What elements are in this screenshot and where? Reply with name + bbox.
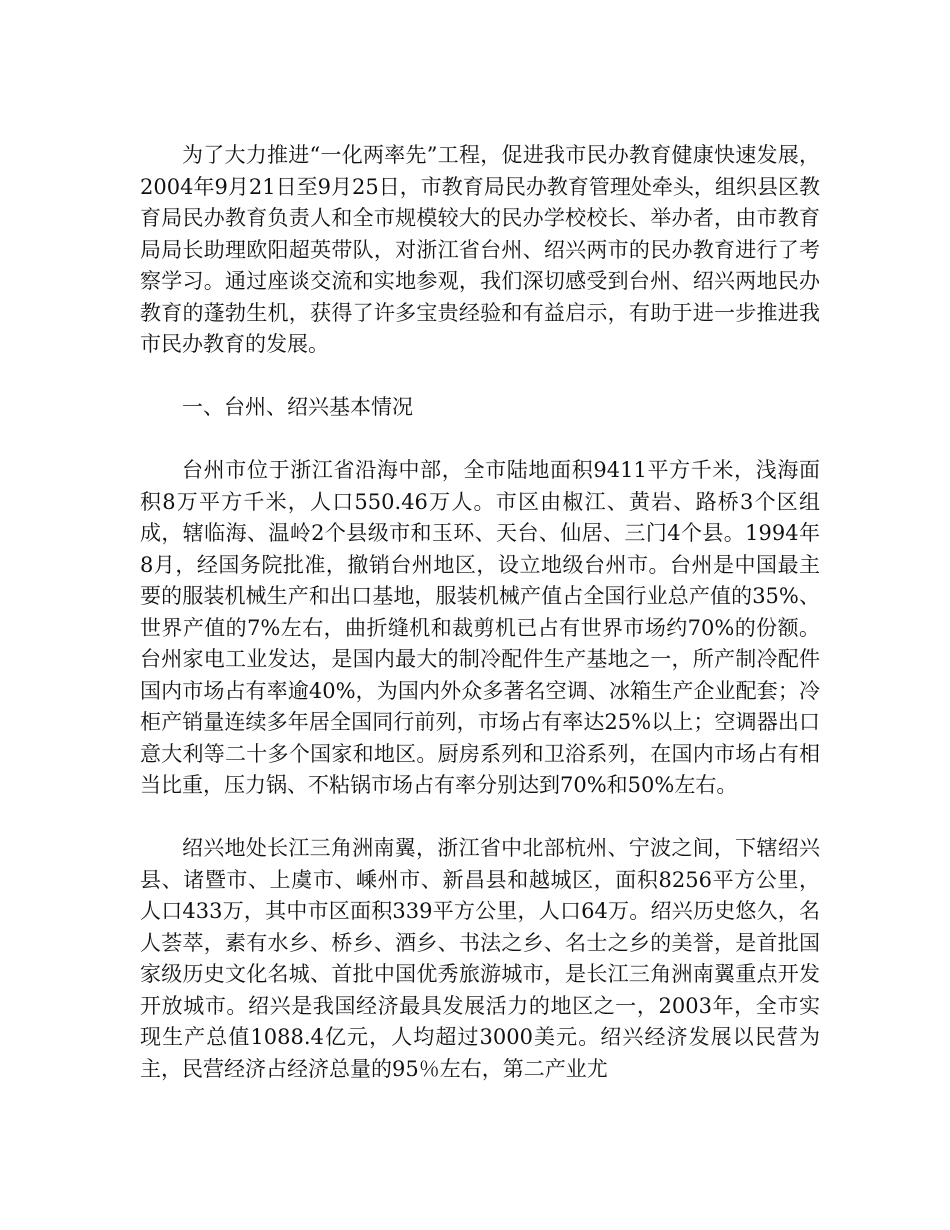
- intro-paragraph: 为了大力推进“一化两率先”工程，促进我市民办教育健康快速发展，2004年9月21日至9月25日，市教育局民办教育管理处牵头，组织县区教育局民办教育负责人和全市规模较大的民办学校校长、举办者，由市教育局局长助理欧阳超英带队，对浙江省台州、绍兴两市的民办教育进行了考察学习。通过座谈交流和实地参观，我们深切感受到台州、绍兴两地民办教育的蓬勃生机，获得了许多宝贵经验和有益启示，有助于进一步推进我市民办教育的发展。: [140, 143, 820, 356]
- shaoxing-paragraph: 绍兴地处长江三角洲南翼，浙江省中北部杭州、宁波之间，下辖绍兴县、诸暨市、上虞市、嵊州市、新昌县和越城区，面积8256平方公里，人口433万，其中市区面积339平方公里，人口64万。绍兴历史悠久，名人荟萃，素有水乡、桥乡、酒乡、书法之乡、名士之乡的美誉，是首批国家级历史文化名城、首批中国优秀旅游城市，是长江三角洲南翼重点开发开放城市。绍兴是我国经济最具发展活力的地区之一，2003年，全市实现生产总值1088.4亿元，人均超过3000美元。绍兴经济发展以民营为主，民营经济占经济总量的95％左右，第二产业尤: [140, 836, 820, 1081]
- taizhou-paragraph: 台州市位于浙江省沿海中部，全市陆地面积9411平方千米，浅海面积8万平方千米，人口550.46万人。市区由椒江、黄岩、路桥3个区组成，辖临海、温岭2个县级市和玉环、天台、仙居、三门4个县。1994年8月，经国务院批准，撤销台州地区，设立地级台州市。台州是中国最主要的服装机械生产和出口基地，服装机械产值占全国行业总产值的35%、世界产值的7%左右，曲折缝机和裁剪机已占有世界市场约70%的份额。台州家电工业发达，是国内最大的制冷配件生产基地之一，所产制冷配件国内市场占有率逾40%，为国内外众多著名空调、冰箱生产企业配套；冷柜产销量连续多年居全国同行前列，市场占有率达25%以上；空调器出口意大利等二十多个国家和地区。厨房系列和卫浴系列，在国内市场占有相当比重，压力锅、不粘锅市场占有率分别达到70%和50%左右。: [140, 458, 820, 797]
- section-heading: 一、台州、绍兴基本情况: [182, 395, 413, 419]
- paragraph-gap: [140, 424, 820, 456]
- document-body: [140, 140, 820, 1085]
- paragraph-gap: [140, 802, 820, 834]
- paragraph-gap: [140, 361, 820, 393]
